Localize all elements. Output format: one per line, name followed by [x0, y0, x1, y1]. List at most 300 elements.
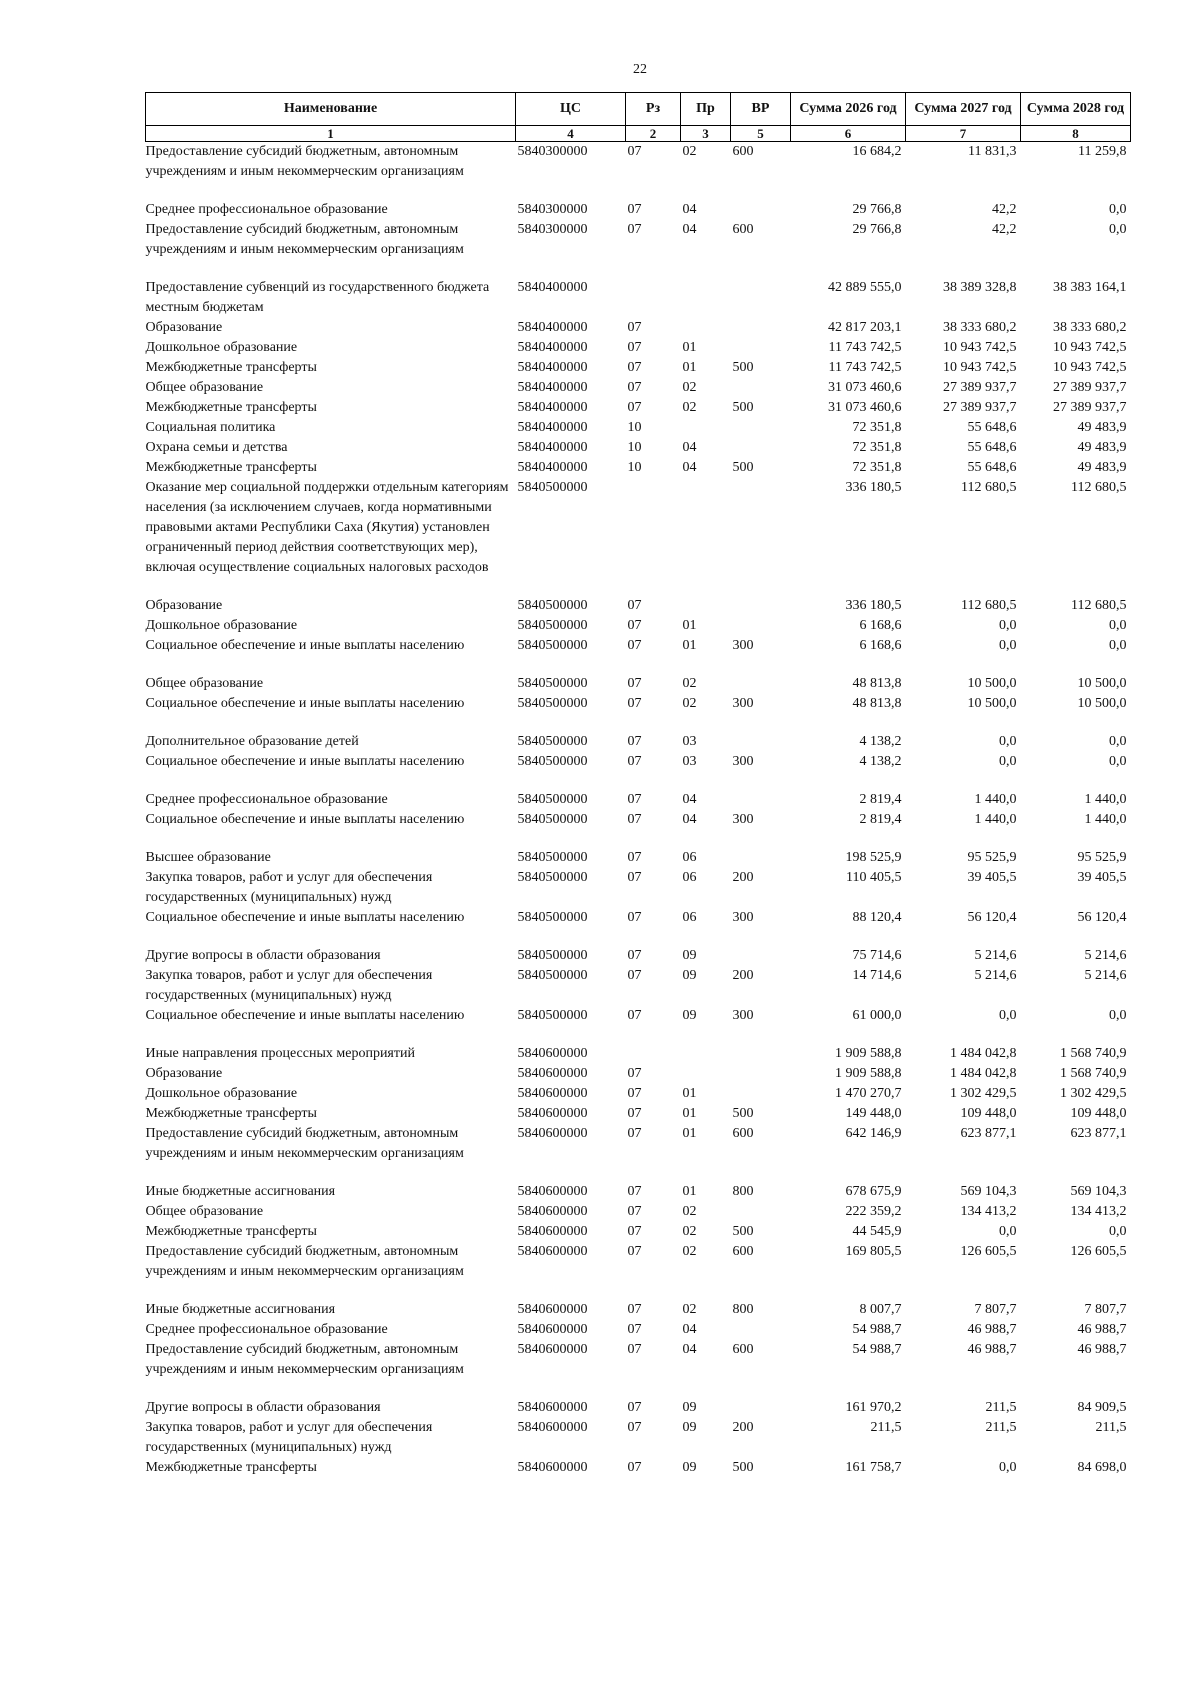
- row-pr: 06: [682, 910, 697, 925]
- row-sum-2026: 42 817 203,1: [828, 320, 902, 335]
- spacer-cell: [146, 1164, 1131, 1182]
- row-sum-2026: 31 073 460,6: [828, 380, 902, 395]
- row-pr: 02: [682, 1302, 697, 1317]
- row-pr: [681, 318, 731, 338]
- header-vr: ВР: [731, 93, 791, 126]
- table-row: [146, 142, 1131, 183]
- row-cs: 5840500000: [517, 734, 588, 749]
- row-pr: 04: [682, 460, 697, 475]
- row-sum-2027: 38 333 680,2: [943, 320, 1017, 335]
- row-name: Межбюджетные трансферты: [145, 360, 317, 375]
- row-name: Среднее профессиональное образование: [145, 792, 388, 807]
- row-sum-2028: 38 333 680,2: [1053, 320, 1127, 335]
- row-cs: 5840500000: [517, 850, 588, 865]
- row-pr: 02: [682, 380, 697, 395]
- row-name: Социальное обеспечение и иные выплаты населению: [145, 754, 465, 769]
- row-sum-2027: 1 484 042,8: [950, 1046, 1017, 1061]
- table-header: [146, 93, 1131, 142]
- row-sum-2028: 1 440,0: [1084, 792, 1127, 807]
- row-sum-2028: 10 943 742,5: [1053, 360, 1127, 375]
- row-rz: 07: [627, 1400, 642, 1415]
- row-sum-2026: 161 758,7: [845, 1460, 902, 1475]
- row-cs: 5840400000: [517, 280, 588, 295]
- spacer-cell: [146, 928, 1131, 946]
- row-rz: 07: [627, 320, 642, 335]
- row-name: Среднее профессиональное образование: [145, 1322, 388, 1337]
- row-name: Охрана семьи и детства: [145, 440, 288, 455]
- row-cs: 5840600000: [517, 1046, 588, 1061]
- row-cs: 5840400000: [517, 380, 588, 395]
- row-cs: 5840600000: [517, 1224, 588, 1239]
- table-row: [146, 278, 1131, 318]
- row-cs: 5840400000: [517, 360, 588, 375]
- row-sum-2026: 1 909 588,8: [835, 1046, 902, 1061]
- row-sum-2026: 44 545,9: [852, 1224, 902, 1239]
- row-cs: 5840400000: [517, 400, 588, 415]
- table-row: [146, 478, 1131, 578]
- table-row: [146, 908, 1131, 928]
- table-row: [146, 378, 1131, 398]
- row-pr: 02: [682, 1244, 697, 1259]
- row-sum-2026: 4 138,2: [859, 754, 902, 769]
- row-rz: 07: [627, 676, 642, 691]
- row-cs: 5840300000: [517, 144, 588, 159]
- row-rz: 07: [627, 1184, 642, 1199]
- row-cs: 5840400000: [517, 460, 588, 475]
- row-sum-2027: 5 214,6: [974, 948, 1017, 963]
- row-sum-2026: 4 138,2: [859, 734, 902, 749]
- row-rz: 07: [627, 1224, 642, 1239]
- row-rz: 07: [627, 1106, 642, 1121]
- row-pr: 09: [682, 948, 697, 963]
- row-vr: [731, 616, 791, 636]
- row-pr: 04: [682, 812, 697, 827]
- row-sum-2028: 10 943 742,5: [1053, 340, 1127, 355]
- row-sum-2027: 211,5: [985, 1400, 1017, 1415]
- row-sum-2026: 678 675,9: [845, 1184, 902, 1199]
- row-vr: 200: [732, 1420, 754, 1435]
- row-cs: 5840500000: [517, 676, 588, 691]
- row-rz: [626, 1044, 681, 1064]
- row-sum-2027: 109 448,0: [960, 1106, 1017, 1121]
- row-vr: 300: [732, 696, 754, 711]
- spacer-cell: [146, 1380, 1131, 1398]
- row-sum-2028: 211,5: [1095, 1420, 1127, 1435]
- row-vr: [731, 1044, 791, 1064]
- row-rz: 10: [627, 440, 642, 455]
- row-sum-2027: 623 877,1: [960, 1126, 1017, 1141]
- row-pr: [681, 418, 731, 438]
- row-name: Общее образование: [145, 1204, 264, 1219]
- row-pr: 04: [682, 440, 697, 455]
- row-rz: 07: [627, 870, 642, 885]
- row-rz: 07: [627, 968, 642, 983]
- header-cs: ЦС: [516, 93, 626, 126]
- row-cs: 5840500000: [517, 910, 588, 925]
- row-sum-2027: 10 500,0: [967, 696, 1017, 711]
- row-name: Межбюджетные трансферты: [145, 460, 317, 475]
- row-vr: 500: [732, 1460, 754, 1475]
- row-cs: 5840500000: [517, 696, 588, 711]
- row-sum-2028: 1 568 740,9: [1060, 1066, 1127, 1081]
- row-sum-2026: 14 714,6: [852, 968, 902, 983]
- row-rz: 07: [627, 380, 642, 395]
- row-sum-2027: 46 988,7: [967, 1342, 1017, 1357]
- row-cs: 5840400000: [517, 340, 588, 355]
- table-row: [146, 458, 1131, 478]
- row-pr: 03: [682, 734, 697, 749]
- row-sum-2026: 72 351,8: [852, 420, 902, 435]
- header-sum-2028: Сумма 2028 год: [1021, 93, 1131, 126]
- row-vr: 800: [732, 1302, 754, 1317]
- row-sum-2028: 56 120,4: [1077, 910, 1127, 925]
- spacer-cell: [146, 578, 1131, 596]
- row-pr: 09: [682, 1008, 697, 1023]
- row-pr: 01: [682, 1184, 697, 1199]
- row-pr: 09: [682, 1460, 697, 1475]
- row-pr: [681, 278, 731, 318]
- page-number: 22: [633, 62, 647, 77]
- row-rz: 07: [627, 1066, 642, 1081]
- row-name: Образование: [145, 1066, 223, 1081]
- row-name: Дошкольное образование: [145, 1086, 298, 1101]
- row-sum-2027: 11 831,3: [968, 144, 1017, 159]
- row-spacer: [146, 830, 1131, 848]
- table-row: [146, 694, 1131, 714]
- table-row: [146, 752, 1131, 772]
- row-sum-2028: 1 568 740,9: [1060, 1046, 1127, 1061]
- row-cs: 5840500000: [517, 480, 588, 495]
- row-sum-2027: 211,5: [985, 1420, 1017, 1435]
- row-rz: 07: [627, 618, 642, 633]
- table-row: [146, 398, 1131, 418]
- row-cs: 5840600000: [517, 1244, 588, 1259]
- row-rz: 07: [627, 696, 642, 711]
- row-sum-2027: 10 943 742,5: [943, 340, 1017, 355]
- table-row: [146, 790, 1131, 810]
- row-sum-2026: 149 448,0: [845, 1106, 902, 1121]
- row-rz: 07: [627, 850, 642, 865]
- row-sum-2028: 0,0: [1109, 1224, 1127, 1239]
- row-sum-2027: 134 413,2: [960, 1204, 1017, 1219]
- row-vr: [731, 848, 791, 868]
- table-row: [146, 438, 1131, 458]
- row-cs: 5840600000: [517, 1460, 588, 1475]
- row-sum-2027: 39 405,5: [967, 870, 1017, 885]
- row-pr: 02: [682, 1204, 697, 1219]
- row-sum-2026: 75 714,6: [852, 948, 902, 963]
- row-sum-2028: 134 413,2: [1070, 1204, 1127, 1219]
- table-row: [146, 200, 1131, 220]
- row-cs: 5840400000: [517, 320, 588, 335]
- row-cs: 5840300000: [517, 222, 588, 237]
- row-name: Межбюджетные трансферты: [145, 1224, 317, 1239]
- row-sum-2026: 336 180,5: [845, 598, 902, 613]
- table-row: [146, 318, 1131, 338]
- table-row: [146, 1084, 1131, 1104]
- row-sum-2026: 42 889 555,0: [828, 280, 902, 295]
- row-name: Оказание мер социальной поддержки отдельным категориям населения (за исключением случаев, когда нормативными правовыми актами Республики Саха (Якутия) установлен ограниченный период действия соответствующих мер), включая осуществление социальных налоговых расходов: [145, 480, 509, 575]
- row-name: Закупка товаров, работ и услуг для обеспечения государственных (муниципальных) нужд: [145, 968, 433, 1003]
- row-rz: 07: [627, 1244, 642, 1259]
- row-name: Предоставление субсидий бюджетным, автономным учреждениям и иным некоммерческим организациям: [145, 1244, 464, 1279]
- row-cs: 5840500000: [517, 754, 588, 769]
- spacer-cell: [146, 714, 1131, 732]
- header-number: 7: [906, 126, 1021, 142]
- row-pr: 02: [682, 696, 697, 711]
- row-vr: 600: [732, 1244, 754, 1259]
- row-sum-2028: 38 383 164,1: [1053, 280, 1127, 295]
- row-pr: 04: [682, 1322, 697, 1337]
- row-sum-2028: 0,0: [1109, 1008, 1127, 1023]
- row-sum-2027: 27 389 937,7: [943, 400, 1017, 415]
- row-sum-2027: 0,0: [999, 618, 1017, 633]
- row-sum-2028: 27 389 937,7: [1053, 380, 1127, 395]
- row-pr: 02: [682, 1224, 697, 1239]
- row-rz: 07: [627, 340, 642, 355]
- table-row: [146, 732, 1131, 752]
- row-sum-2027: 0,0: [999, 734, 1017, 749]
- row-pr: 01: [682, 360, 697, 375]
- table-row: [146, 418, 1131, 438]
- row-cs: 5840600000: [517, 1126, 588, 1141]
- header-number: 2: [626, 126, 681, 142]
- row-pr: 03: [682, 754, 697, 769]
- header-pr: Пр: [681, 93, 731, 126]
- row-rz: 07: [627, 222, 642, 237]
- table-row: [146, 1300, 1131, 1320]
- table-row: [146, 338, 1131, 358]
- row-sum-2026: 642 146,9: [845, 1126, 902, 1141]
- row-pr: 02: [682, 144, 697, 159]
- row-vr: 500: [732, 400, 754, 415]
- row-spacer: [146, 1026, 1131, 1044]
- row-name: Общее образование: [145, 380, 264, 395]
- row-sum-2028: 11 259,8: [1078, 144, 1127, 159]
- table-row: [146, 1044, 1131, 1064]
- row-spacer: [146, 260, 1131, 278]
- row-sum-2028: 49 483,9: [1077, 440, 1127, 455]
- row-sum-2027: 55 648,6: [967, 440, 1017, 455]
- row-spacer: [146, 772, 1131, 790]
- row-sum-2026: 211,5: [870, 1420, 902, 1435]
- row-vr: [731, 200, 791, 220]
- table-row: [146, 636, 1131, 656]
- row-sum-2027: 10 500,0: [967, 676, 1017, 691]
- row-spacer: [146, 714, 1131, 732]
- row-rz: 07: [627, 202, 642, 217]
- row-rz: 10: [627, 420, 642, 435]
- row-vr: [731, 946, 791, 966]
- row-vr: 500: [732, 1224, 754, 1239]
- row-vr: [731, 1084, 791, 1104]
- table-body: [146, 142, 1131, 1479]
- row-cs: 5840600000: [517, 1342, 588, 1357]
- row-pr: 01: [682, 618, 697, 633]
- spacer-cell: [146, 656, 1131, 674]
- row-rz: 07: [627, 1342, 642, 1357]
- table-row: [146, 616, 1131, 636]
- row-sum-2026: 29 766,8: [852, 222, 902, 237]
- row-sum-2027: 46 988,7: [967, 1322, 1017, 1337]
- row-sum-2026: 61 000,0: [852, 1008, 902, 1023]
- row-name: Образование: [145, 598, 223, 613]
- table-row: [146, 1104, 1131, 1124]
- row-rz: 07: [627, 1302, 642, 1317]
- row-vr: 300: [732, 1008, 754, 1023]
- table-row: [146, 1222, 1131, 1242]
- row-sum-2027: 112 680,5: [961, 480, 1017, 495]
- row-rz: 07: [627, 948, 642, 963]
- row-sum-2027: 1 484 042,8: [950, 1066, 1017, 1081]
- row-vr: [731, 1320, 791, 1340]
- spacer-cell: [146, 182, 1131, 200]
- row-sum-2027: 55 648,6: [967, 420, 1017, 435]
- row-rz: 07: [627, 1420, 642, 1435]
- row-sum-2028: 0,0: [1109, 754, 1127, 769]
- row-pr: [681, 478, 731, 578]
- row-name: Иные направления процессных мероприятий: [145, 1046, 415, 1061]
- table-row: [146, 1242, 1131, 1282]
- row-sum-2027: 56 120,4: [967, 910, 1017, 925]
- row-vr: [731, 596, 791, 616]
- row-rz: 07: [627, 400, 642, 415]
- row-vr: 500: [732, 1106, 754, 1121]
- row-name: Предоставление субсидий бюджетным, автономным учреждениям и иным некоммерческим организациям: [145, 1342, 464, 1377]
- row-vr: 500: [732, 360, 754, 375]
- row-vr: 800: [732, 1184, 754, 1199]
- row-cs: 5840600000: [517, 1066, 588, 1081]
- row-sum-2026: 110 405,5: [846, 870, 902, 885]
- row-sum-2028: 1 440,0: [1084, 812, 1127, 827]
- row-name: Закупка товаров, работ и услуг для обеспечения государственных (муниципальных) нужд: [145, 1420, 433, 1455]
- row-pr: 04: [682, 222, 697, 237]
- row-spacer: [146, 1164, 1131, 1182]
- row-rz: 07: [627, 754, 642, 769]
- row-vr: 500: [732, 460, 754, 475]
- row-cs: 5840600000: [517, 1400, 588, 1415]
- row-name: Предоставление субсидий бюджетным, автономным учреждениям и иным некоммерческим организациям: [145, 1126, 464, 1161]
- row-sum-2028: 0,0: [1109, 734, 1127, 749]
- row-name: Социальное обеспечение и иные выплаты населению: [145, 696, 465, 711]
- row-sum-2027: 42,2: [992, 222, 1017, 237]
- spacer-cell: [146, 772, 1131, 790]
- row-sum-2026: 88 120,4: [852, 910, 902, 925]
- row-pr: 01: [682, 1126, 697, 1141]
- row-sum-2028: 49 483,9: [1077, 460, 1127, 475]
- row-vr: [731, 1398, 791, 1418]
- row-sum-2027: 0,0: [999, 1008, 1017, 1023]
- row-pr: 09: [682, 968, 697, 983]
- row-sum-2027: 55 648,6: [967, 460, 1017, 475]
- row-name: Социальное обеспечение и иные выплаты населению: [145, 638, 465, 653]
- row-spacer: [146, 182, 1131, 200]
- row-sum-2026: 8 007,7: [859, 1302, 902, 1317]
- header-number: 5: [731, 126, 791, 142]
- row-sum-2028: 0,0: [1109, 638, 1127, 653]
- row-pr: 04: [682, 1342, 697, 1357]
- row-cs: 5840600000: [517, 1322, 588, 1337]
- row-vr: [731, 338, 791, 358]
- row-pr: [681, 1064, 731, 1084]
- row-sum-2026: 31 073 460,6: [828, 400, 902, 415]
- row-name: Другие вопросы в области образования: [145, 1400, 381, 1415]
- row-sum-2027: 0,0: [999, 754, 1017, 769]
- row-vr: [731, 790, 791, 810]
- row-sum-2026: 222 359,2: [845, 1204, 902, 1219]
- row-sum-2027: 42,2: [992, 202, 1017, 217]
- row-cs: 5840500000: [517, 870, 588, 885]
- table-row: [146, 674, 1131, 694]
- table-row: [146, 1202, 1131, 1222]
- header-number: 8: [1021, 126, 1131, 142]
- row-pr: 02: [682, 400, 697, 415]
- row-name: Высшее образование: [145, 850, 271, 865]
- row-sum-2028: 126 605,5: [1070, 1244, 1127, 1259]
- row-sum-2026: 54 988,7: [852, 1322, 902, 1337]
- row-vr: [731, 674, 791, 694]
- row-sum-2027: 10 943 742,5: [943, 360, 1017, 375]
- row-rz: [626, 478, 681, 578]
- header-numbers-row: [146, 126, 1131, 142]
- row-rz: 07: [627, 144, 642, 159]
- row-rz: [626, 278, 681, 318]
- header-number: 3: [681, 126, 731, 142]
- row-sum-2026: 72 351,8: [852, 440, 902, 455]
- table-row: [146, 848, 1131, 868]
- row-name: Социальная политика: [145, 420, 276, 435]
- row-sum-2028: 46 988,7: [1077, 1342, 1127, 1357]
- row-pr: [681, 1044, 731, 1064]
- row-vr: [731, 318, 791, 338]
- row-sum-2027: 95 525,9: [967, 850, 1017, 865]
- header-rz: Рз: [626, 93, 681, 126]
- row-rz: 07: [627, 1126, 642, 1141]
- spacer-cell: [146, 1026, 1131, 1044]
- row-sum-2026: 54 988,7: [852, 1342, 902, 1357]
- spacer-cell: [146, 1282, 1131, 1300]
- row-sum-2028: 1 302 429,5: [1060, 1086, 1127, 1101]
- table-row: [146, 1418, 1131, 1458]
- row-pr: 04: [682, 792, 697, 807]
- row-rz: 07: [627, 812, 642, 827]
- row-vr: 600: [732, 144, 754, 159]
- table-row: [146, 1006, 1131, 1026]
- row-cs: 5840600000: [517, 1106, 588, 1121]
- row-cs: 5840500000: [517, 968, 588, 983]
- row-sum-2027: 0,0: [999, 1460, 1017, 1475]
- row-vr: [731, 378, 791, 398]
- table-row: [146, 1340, 1131, 1380]
- row-cs: 5840300000: [517, 202, 588, 217]
- row-sum-2026: 48 813,8: [852, 696, 902, 711]
- row-sum-2028: 112 680,5: [1071, 480, 1127, 495]
- row-rz: 07: [627, 1086, 642, 1101]
- row-sum-2026: 1 909 588,8: [835, 1066, 902, 1081]
- row-sum-2028: 0,0: [1109, 618, 1127, 633]
- row-spacer: [146, 656, 1131, 674]
- table-row: [146, 810, 1131, 830]
- row-cs: 5840500000: [517, 792, 588, 807]
- row-pr: 09: [682, 1400, 697, 1415]
- row-rz: 07: [627, 1204, 642, 1219]
- row-name: Межбюджетные трансферты: [145, 1106, 317, 1121]
- row-sum-2028: 84 698,0: [1077, 1460, 1127, 1475]
- table-row: [146, 946, 1131, 966]
- table-row: [146, 1398, 1131, 1418]
- row-cs: 5840500000: [517, 598, 588, 613]
- row-sum-2027: 1 440,0: [974, 792, 1017, 807]
